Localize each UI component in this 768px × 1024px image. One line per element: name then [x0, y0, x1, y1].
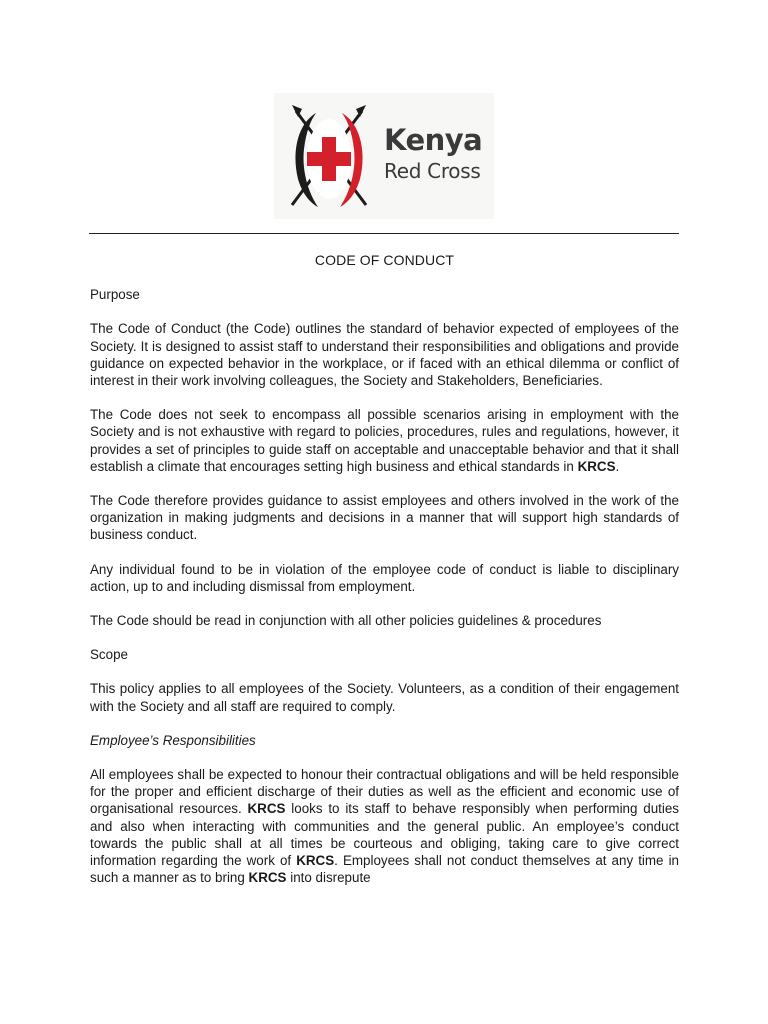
purpose-paragraph-5: The Code should be read in conjunction with all other policies guidelines & procedures	[90, 613, 602, 629]
purpose-paragraph-4: Any individual found to be in violation of the employee code of conduct is liable to disciplinary action, up to and including dismissal from employment.	[90, 561, 679, 594]
purpose-paragraph-2-text: The Code does not seek to encompass all possible scenarios arising in employment with the Society and is not exhaustive with regard to policies, procedures, rules and regulations, however, it provides a set of principles to guide staff on acceptable and unacceptable behavior and that it shall establish a climate that encourages setting high business and ethical standards in	[90, 407, 679, 474]
krcs-abbreviation: KRCS	[577, 458, 616, 474]
purpose-paragraph-3: The Code therefore provides guidance to assist employees and others involved in the work of the organization in making judgments and decisions in a manner that will support high standards of business conduct.	[90, 493, 679, 543]
responsibilities-text-2: looks to its staff to behave responsibly when performing duties and also when interacting with communities and the general public. An employee’s conduct towards the public shall at all times be courteous and obliging, taking care to give correct information regarding the work of	[90, 801, 679, 869]
krcs-abbreviation: KRCS	[296, 853, 335, 869]
responsibilities-heading: Employee’s Responsibilities	[90, 732, 256, 748]
responsibilities-paragraph-1	[90, 766, 679, 886]
purpose-paragraph-2	[90, 406, 679, 475]
purpose-paragraph-2-end: .	[615, 458, 620, 474]
responsibilities-text-3: . Employees shall not conduct themselves at any time in such a manner as to bring	[90, 853, 679, 886]
responsibilities-text-4: into disrepute	[286, 870, 371, 886]
scope-heading: Scope	[90, 647, 128, 663]
header-divider	[89, 233, 679, 234]
krcs-abbreviation: KRCS	[248, 870, 287, 886]
kenya-red-cross-logo	[274, 93, 494, 219]
logo-name-line1: Kenya	[384, 123, 483, 157]
purpose-paragraph-1: The Code of Conduct (the Code) outlines the standard of behavior expected of employees of the Society. It is designed to assist staff to understand their responsibilities and obligations and provide guidance on expected behavior in the workplace, or if faced with an ethical dilemma or conflict of interest in their work involving colleagues, the Society and Stakeholders, Beneficiaries.	[90, 321, 679, 389]
purpose-heading: Purpose	[90, 287, 140, 303]
scope-paragraph-1: This policy applies to all employees of the Society. Volunteers, as a condition of their engagement with the Society and all staff are required to comply.	[90, 681, 679, 714]
document-body	[90, 252, 679, 903]
krcs-abbreviation: KRCS	[247, 801, 286, 817]
logo-name-line2: Red Cross	[384, 159, 481, 183]
document-title: CODE OF CONDUCT	[314, 252, 455, 268]
red-cross-emblem-icon	[282, 97, 376, 215]
responsibilities-text-1: All employees shall be expected to honour their contractual obligations and will be held responsible for the proper and efficient discharge of their duties as well as the efficient and economic use of organisational resources.	[90, 767, 679, 817]
